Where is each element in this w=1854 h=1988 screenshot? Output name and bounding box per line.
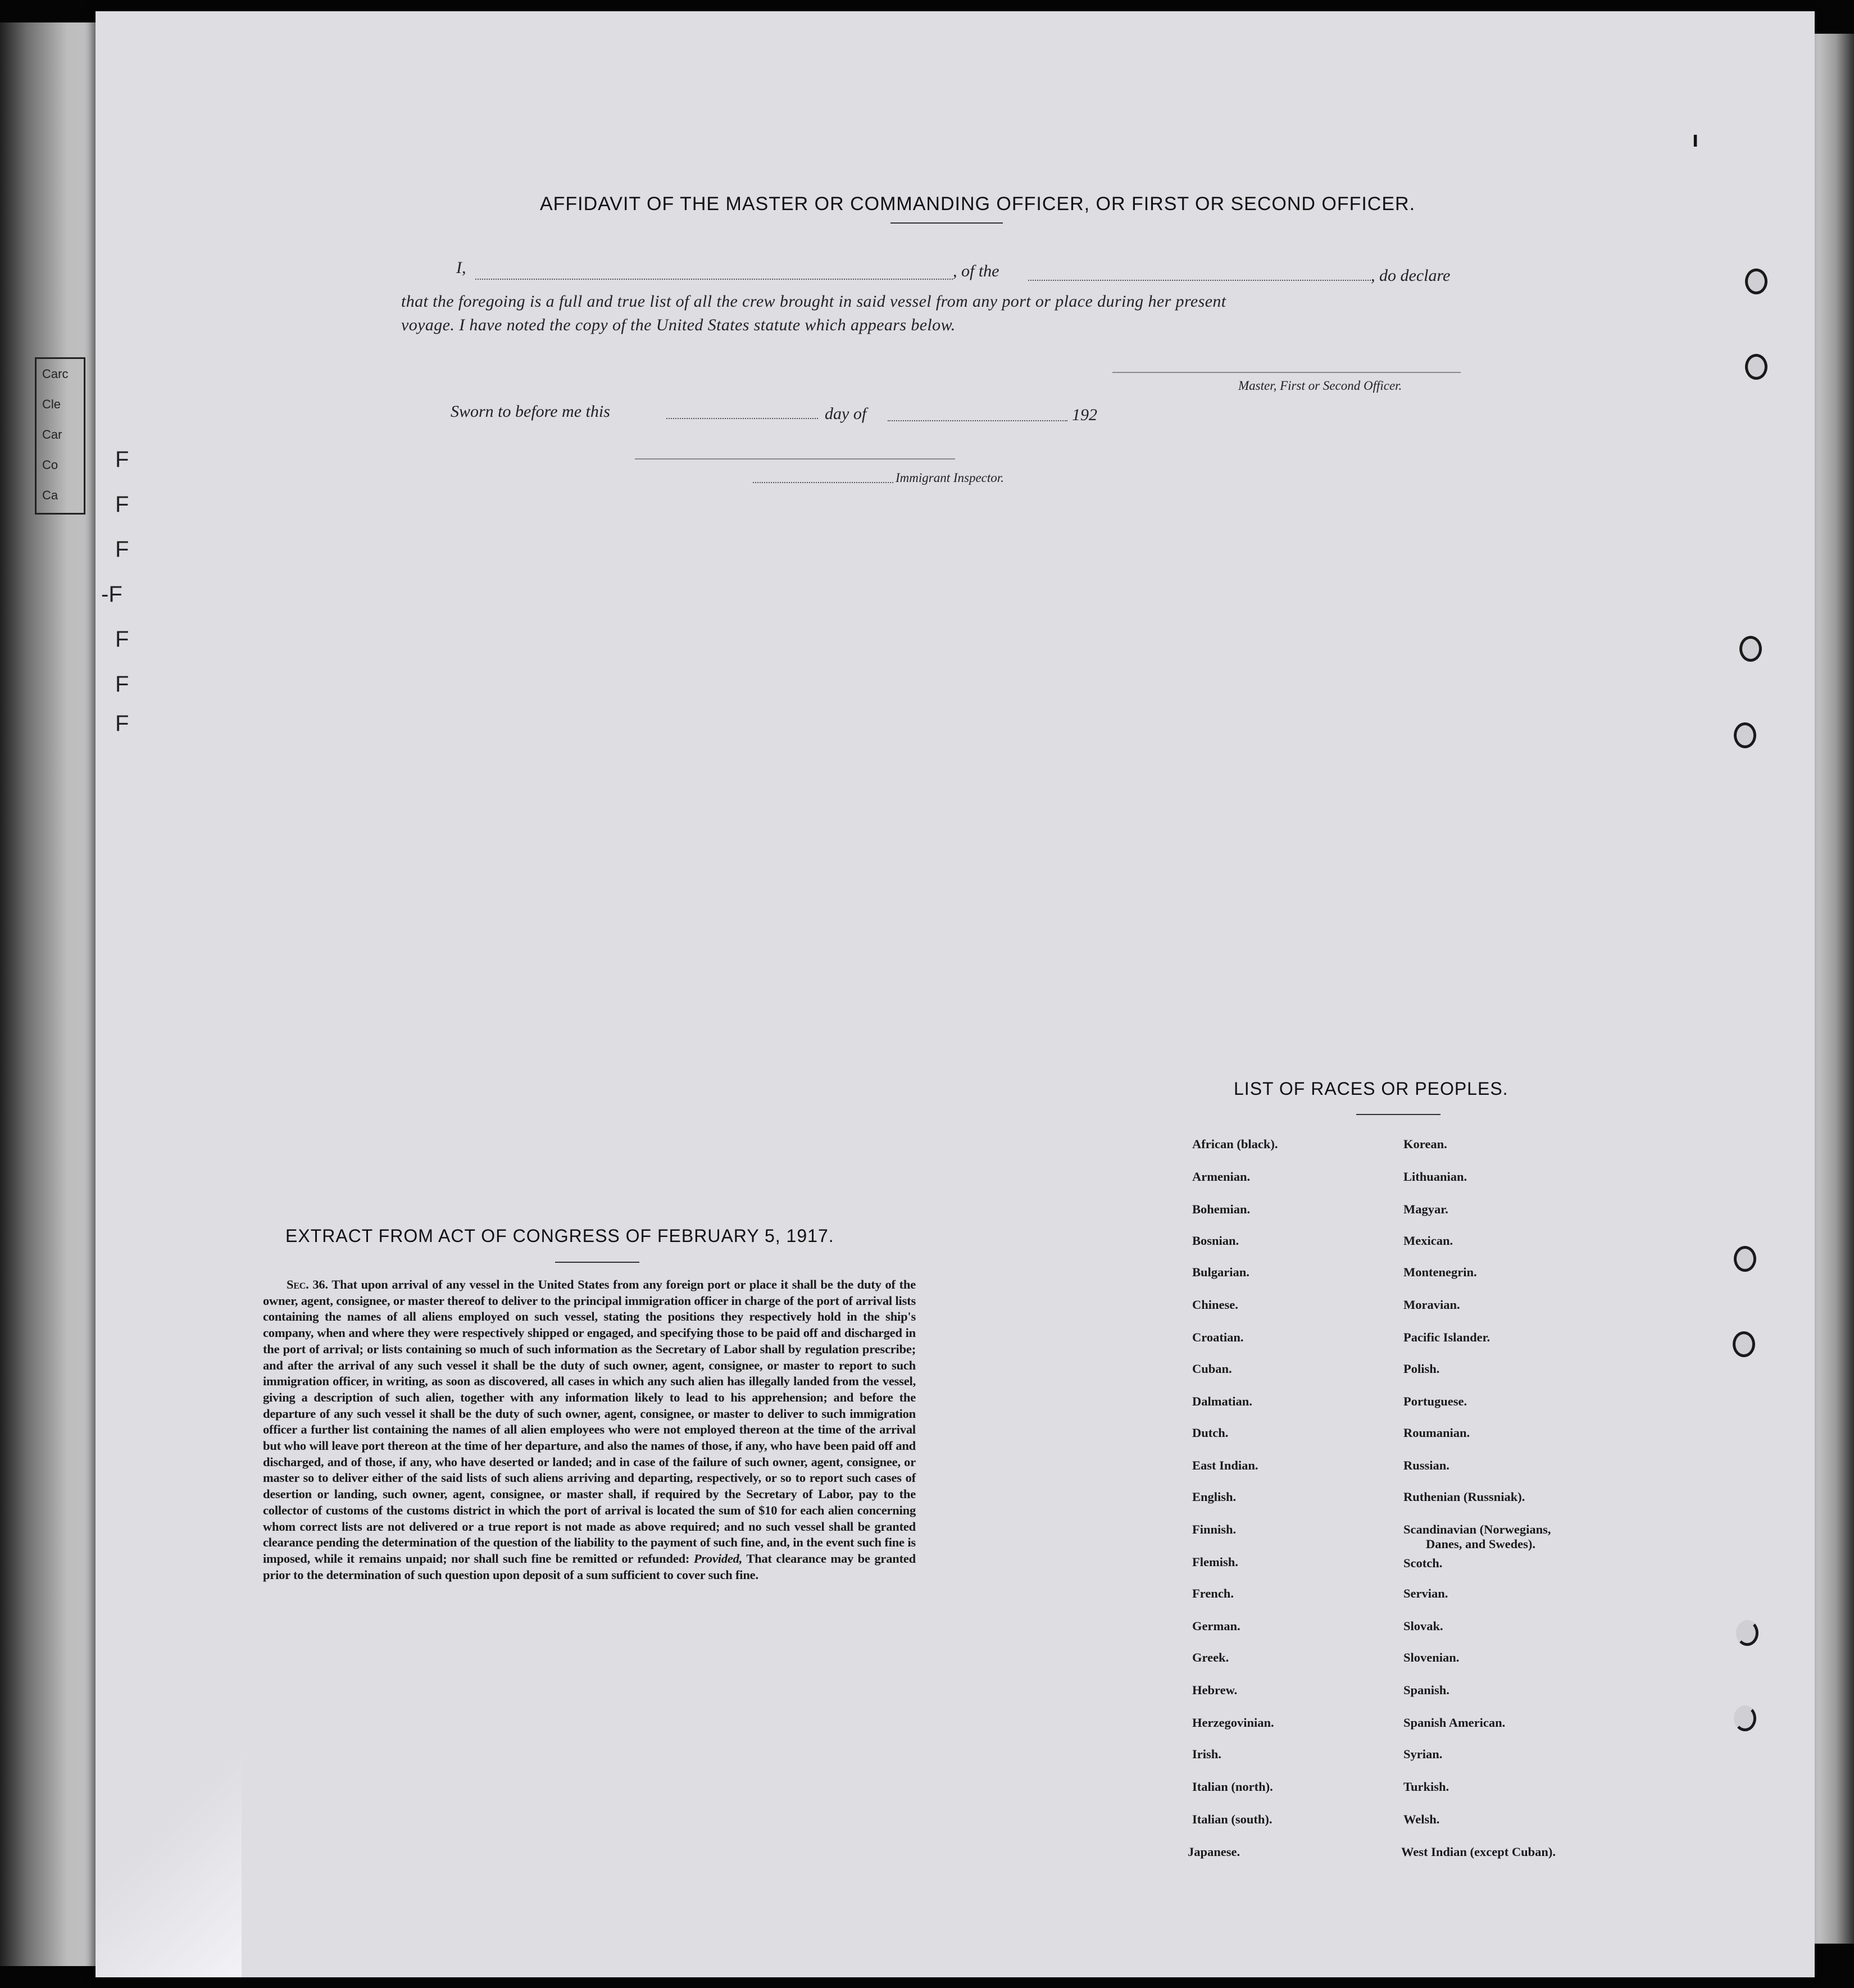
race-item <box>1403 1586 1448 1601</box>
edge-letter: F <box>115 672 129 697</box>
race-item: Greek. <box>1192 1650 1229 1664</box>
day-of-label: day of <box>825 404 867 423</box>
label-fragment: Carc <box>42 367 69 381</box>
race-item <box>1403 1202 1448 1217</box>
officer-signature-label: Master, First or Second Officer. <box>1238 379 1402 393</box>
race-item: Chinese. <box>1192 1298 1238 1312</box>
race-item-text: Spanish. <box>1403 1683 1449 1697</box>
race-item <box>1403 1780 1449 1794</box>
race-item: Dutch. <box>1192 1426 1229 1440</box>
race-item <box>1403 1458 1449 1473</box>
section-text: That upon arrival of any vessel in the United States from any foreign port or place it shall be the duty of the owner, agent, consignee, or master thereof to deliver to the principal immigration officer in charge of the port of arrival lists containing the names of all aliens employed on such vessel, stating the positions they respectively hold in the ship's company, when and where they were respectively shipped or engaged, and specifying those to be paid off and discharged in the port of arrival; or lists containing so much of such information as the Secretary of Labor shall by regulation prescribe; and after the arrival of any such vessel it shall be the duty of such owner, agent, consignee, or master to report to such immigration officer, in writing, as soon as discovered, all cases in which any such alien has illegally landed from the vessel, giving a description of such alien, together with any information likely to lead to his apprehension; and before the departure of any such vessel it shall be the duty of such owner, agent, consignee, or master to deliver to such immigration officer a further list containing the names of all alien employees who were not employed thereon at the time of the arrival but who will leave port thereon at the time of her departure, and also the names of those, if any, who have been paid off and discharged, and of those, if any, who have deserted or landed; and in case of the failure of such owner, agent, consignee, or master so to deliver either of the said lists of such aliens arriving and departing, respectively, or so to report such cases of desertion or landing, such owner, agent, consignee, or master shall, if required by the Secretary of Labor, pay to the collector of customs of the customs district in which the port of arrival is located the sum of $10 for each alien concerning whom correct lists are not delivered or a true report is not made as above required; and no such vessel shall be granted clearance pending the determination of the question of the liability to the payment of such fine, and, in the event such fine is imposed, while it remains unpaid; nor shall such fine be remitted or refunded: <box>263 1277 916 1566</box>
affidavit-of-the: , of the <box>953 262 999 280</box>
punch-hole <box>1736 1620 1758 1646</box>
race-item <box>1403 1747 1442 1762</box>
underlying-label-box <box>35 357 85 515</box>
race-item-text: West Indian (except Cuban). <box>1401 1845 1556 1859</box>
label-fragment: Ca <box>42 488 58 502</box>
race-item: Bulgarian. <box>1192 1265 1249 1279</box>
race-item: Hebrew. <box>1192 1683 1238 1697</box>
race-item-continuation: Danes, and Swedes). <box>1426 1537 1536 1551</box>
race-item-text: Welsh. <box>1403 1812 1440 1826</box>
race-item <box>1403 1330 1490 1345</box>
year-label: 192 <box>1072 406 1097 424</box>
affidavit-line-2: that the foregoing is a full and true list of all the crew brought in said vessel from any port or place during her present <box>401 292 1226 311</box>
race-item-text: Magyar. <box>1403 1202 1448 1216</box>
inspector-dotted-line <box>753 482 893 483</box>
race-item: Croatian. <box>1192 1330 1244 1344</box>
sheet-corner-highlight <box>96 1741 242 1977</box>
race-item: French. <box>1192 1586 1234 1600</box>
race-item-text: Syrian. <box>1403 1747 1443 1761</box>
races-rule <box>1356 1114 1441 1115</box>
corner-mark: ı <box>1692 127 1699 152</box>
race-item <box>1403 1619 1443 1634</box>
edge-letter: F <box>115 492 129 517</box>
race-item-text: Korean. <box>1403 1137 1447 1151</box>
punch-hole <box>1734 1246 1756 1272</box>
race-item <box>1403 1716 1505 1730</box>
officer-signature-line[interactable] <box>1112 372 1461 373</box>
race-item-text: Montenegrin. <box>1403 1265 1477 1279</box>
race-item: Japanese. <box>1188 1845 1240 1859</box>
punch-hole <box>1734 1705 1756 1731</box>
race-item <box>1403 1362 1439 1376</box>
edge-letter: F <box>115 627 129 652</box>
race-item-text: Mexican. <box>1403 1234 1453 1248</box>
extract-body <box>263 1277 916 1583</box>
label-fragment: Car <box>42 427 62 442</box>
month-blank[interactable] <box>888 420 1067 421</box>
race-item-text: Slovenian. <box>1403 1650 1460 1664</box>
extract-title: EXTRACT FROM ACT OF CONGRESS OF FEBRUARY 5, 1917. <box>285 1226 834 1246</box>
label-fragment: Co <box>42 458 58 472</box>
provided-word: Provided, <box>693 1551 743 1566</box>
race-item <box>1403 1298 1460 1312</box>
race-item-text: Scandinavian (Norwegians, <box>1403 1522 1551 1536</box>
race-item: Dalmatian. <box>1192 1394 1252 1408</box>
vessel-blank[interactable] <box>1028 280 1371 281</box>
punch-hole <box>1745 354 1767 380</box>
punch-hole <box>1734 722 1756 748</box>
race-item-text: Scotch. <box>1403 1556 1443 1570</box>
race-item-text: Moravian. <box>1403 1298 1460 1312</box>
title-rule <box>890 222 1003 224</box>
race-item: Bosnian. <box>1192 1234 1239 1248</box>
race-item <box>1403 1265 1477 1280</box>
race-item <box>1403 1556 1442 1571</box>
race-item-text: Portuguese. <box>1403 1394 1467 1408</box>
race-item: East Indian. <box>1192 1458 1258 1472</box>
race-item <box>1403 1394 1467 1409</box>
race-item <box>1401 1845 1556 1859</box>
affidavit-line-3: voyage. I have noted the copy of the United States statute which appears below. <box>401 316 956 334</box>
race-item-text: Slovak. <box>1403 1619 1443 1633</box>
race-item <box>1403 1170 1467 1184</box>
race-item-text: Polish. <box>1403 1362 1440 1376</box>
race-item: Armenian. <box>1192 1170 1251 1184</box>
punch-hole <box>1745 269 1767 294</box>
race-item: Herzegovinian. <box>1192 1716 1274 1730</box>
race-item-text: Servian. <box>1403 1586 1448 1600</box>
race-item: Cuban. <box>1192 1362 1232 1376</box>
edge-letter: -F <box>101 582 122 607</box>
punch-hole <box>1739 636 1762 662</box>
name-blank[interactable] <box>475 279 953 280</box>
race-item-text: Roumanian. <box>1403 1426 1470 1440</box>
race-item <box>1403 1490 1525 1504</box>
race-item-text: Pacific Islander. <box>1403 1330 1491 1344</box>
race-item <box>1403 1812 1439 1827</box>
race-item: Flemish. <box>1192 1555 1238 1569</box>
race-item-text: Lithuanian. <box>1403 1170 1467 1184</box>
edge-letter: F <box>115 537 129 562</box>
race-item: Finnish. <box>1192 1522 1237 1536</box>
race-item: Irish. <box>1192 1747 1221 1761</box>
races-title: LIST OF RACES OR PEOPLES. <box>1234 1079 1508 1099</box>
section-number: Sec. 36. <box>287 1277 328 1291</box>
punch-hole <box>1733 1331 1755 1357</box>
race-item <box>1403 1137 1447 1152</box>
extract-rule <box>555 1262 639 1263</box>
race-item <box>1403 1522 1551 1552</box>
race-item <box>1403 1234 1453 1248</box>
sworn-label: Sworn to before me this <box>451 402 610 421</box>
race-item-text: Spanish American. <box>1403 1716 1506 1730</box>
race-item: African (black). <box>1192 1137 1278 1151</box>
inspector-signature-line[interactable] <box>635 458 955 460</box>
section-text-end: That clearance may be granted prior to the determination of such question upon deposit of a sum sufficient to cover such fine. <box>263 1551 916 1582</box>
edge-letter: F <box>115 711 129 736</box>
affidavit-i: I, <box>456 258 466 277</box>
underlying-sheet-right <box>1809 34 1854 1944</box>
race-item: Italian (south). <box>1192 1812 1273 1826</box>
race-item-text: Turkish. <box>1403 1780 1449 1794</box>
race-item <box>1403 1683 1449 1698</box>
race-item <box>1403 1426 1470 1440</box>
day-blank[interactable] <box>666 418 818 419</box>
race-item-text: Russian. <box>1403 1458 1449 1472</box>
label-fragment: Cle <box>42 397 61 411</box>
race-item <box>1403 1650 1459 1665</box>
race-item-text: Ruthenian (Russniak). <box>1403 1490 1525 1504</box>
race-item: Italian (north). <box>1192 1780 1273 1794</box>
race-item: Bohemian. <box>1192 1202 1251 1216</box>
inspector-label: Immigrant Inspector. <box>896 471 1004 485</box>
race-item: German. <box>1192 1619 1240 1633</box>
race-item: English. <box>1192 1490 1237 1504</box>
edge-letter: F <box>115 447 129 472</box>
affidavit-do-declare: , do declare <box>1371 266 1451 285</box>
affidavit-title: AFFIDAVIT OF THE MASTER OR COMMANDING OFFICER, OR FIRST OR SECOND OFFICER. <box>539 193 1416 215</box>
